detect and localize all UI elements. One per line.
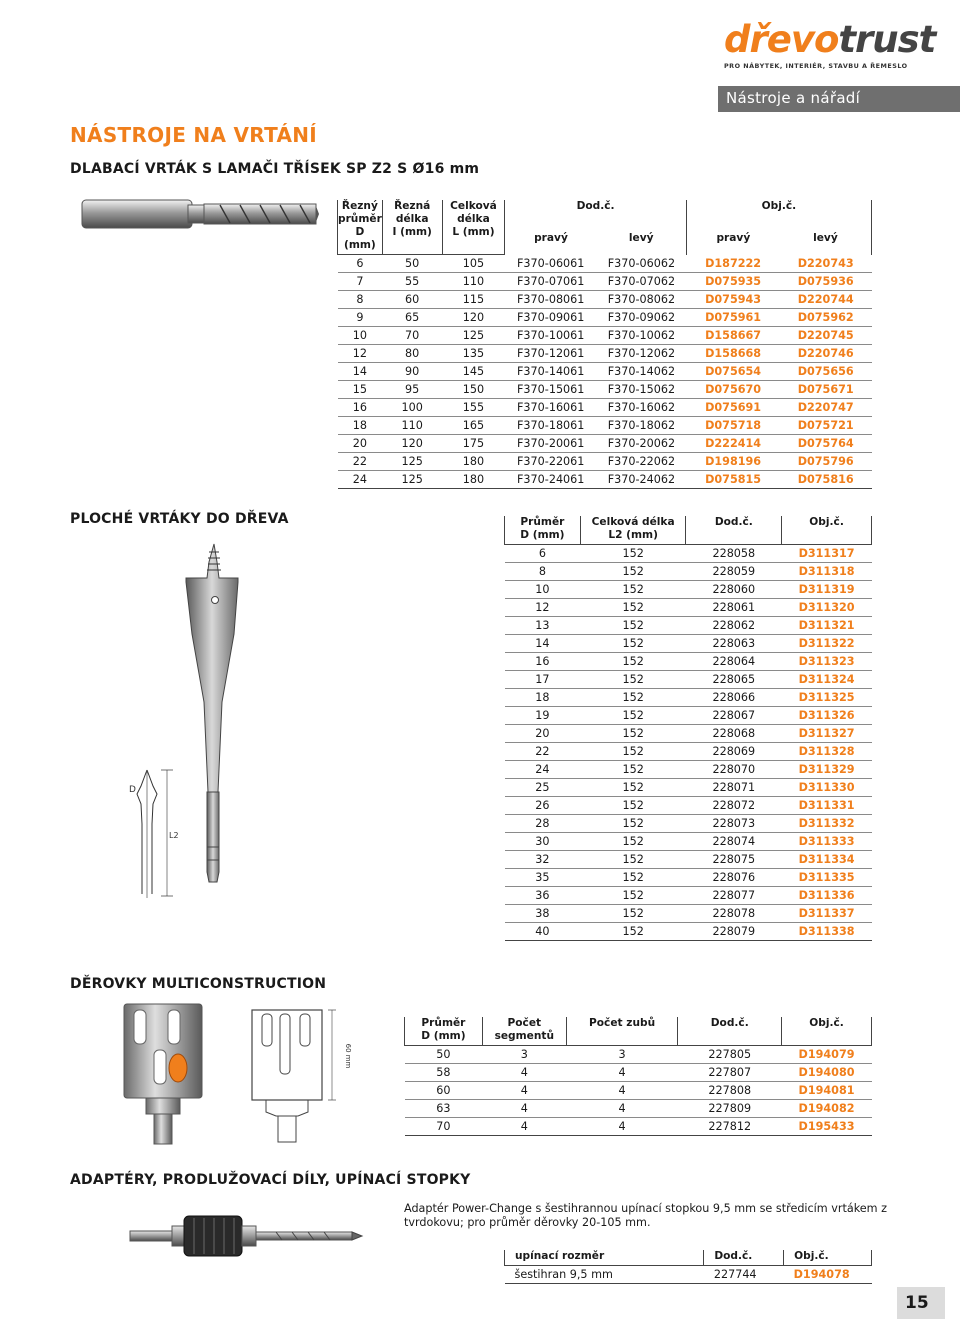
table-cell: 152 [580, 671, 686, 689]
table-cell: 16 [505, 653, 581, 671]
table-cell: 65 [382, 309, 442, 327]
table-row [405, 1118, 872, 1136]
table-cell: F370-09061 [505, 309, 597, 327]
table-cell: F370-06061 [505, 255, 597, 273]
table-cell: F370-10062 [597, 327, 687, 345]
table-cell: 4 [482, 1064, 566, 1082]
table-cell: 152 [580, 545, 686, 563]
table-cell: 228062 [686, 617, 782, 635]
table-cell: 227809 [678, 1100, 782, 1118]
table-cell: 152 [580, 581, 686, 599]
mortise-drill-rows [338, 255, 872, 489]
table-row [338, 363, 872, 381]
table-cell: D311333 [782, 833, 872, 851]
table-row [505, 815, 872, 833]
table-cell: D311320 [782, 599, 872, 617]
table-row [505, 833, 872, 851]
table-cell: 228077 [686, 887, 782, 905]
table-cell: 228064 [686, 653, 782, 671]
header-cut-diameter: Řezný průměr D (mm) [338, 200, 383, 255]
table-cell: 6 [505, 545, 581, 563]
table-cell: 58 [405, 1064, 483, 1082]
table-cell: F370-15062 [597, 381, 687, 399]
section-title-spade-bits: PLOCHÉ VRTÁKY DO DŘEVA [70, 511, 289, 527]
table-cell: D075670 [686, 381, 780, 399]
table-cell: 9 [338, 309, 383, 327]
table-cell: 228079 [686, 923, 782, 941]
section-title-adapters: ADAPTÉRY, PRODLUŽOVACÍ DÍLY, UPÍNACÍ STOPKY [70, 1172, 471, 1188]
table-cell: 17 [505, 671, 581, 689]
table-cell: 135 [442, 345, 505, 363]
table-cell: 24 [505, 761, 581, 779]
table-cell: 18 [505, 689, 581, 707]
table-cell: 70 [405, 1118, 483, 1136]
diagram-label-hole-depth: 60 mm [344, 1043, 352, 1069]
table-cell: 150 [442, 381, 505, 399]
table-cell: D220745 [780, 327, 872, 345]
table-cell: 115 [442, 291, 505, 309]
mortise-drill-image [80, 196, 320, 234]
table-cell: F370-07061 [505, 273, 597, 291]
table-cell: 228073 [686, 815, 782, 833]
table-cell: 30 [505, 833, 581, 851]
table-cell: D311324 [782, 671, 872, 689]
table-cell: šestihran 9,5 mm [505, 1266, 704, 1284]
table-cell: 60 [405, 1082, 483, 1100]
header-diameter: Průměr D (mm) [505, 516, 581, 545]
table-cell: D194078 [784, 1266, 872, 1284]
table-cell: 228076 [686, 869, 782, 887]
table-row [505, 725, 872, 743]
table-cell: D075935 [686, 273, 780, 291]
table-cell: D195433 [782, 1118, 872, 1136]
table-cell: D311318 [782, 563, 872, 581]
table-cell: 228071 [686, 779, 782, 797]
table-cell: D075671 [780, 381, 872, 399]
table-cell: 152 [580, 743, 686, 761]
table-cell: F370-18062 [597, 417, 687, 435]
table-row [338, 291, 872, 309]
table-cell: 125 [382, 471, 442, 489]
table-cell: D311335 [782, 869, 872, 887]
table-cell: 25 [505, 779, 581, 797]
table-cell: 24 [338, 471, 383, 489]
table-cell: 38 [505, 905, 581, 923]
table-cell: 152 [580, 869, 686, 887]
table-cell: 152 [580, 887, 686, 905]
table-cell: 3 [482, 1046, 566, 1064]
table-row [505, 887, 872, 905]
page-title: NÁSTROJE NA VRTÁNÍ [70, 123, 318, 147]
table-row [505, 797, 872, 815]
table-cell: D198196 [686, 453, 780, 471]
table-cell: D075943 [686, 291, 780, 309]
table-cell: D311317 [782, 545, 872, 563]
table-cell: F370-06062 [597, 255, 687, 273]
table-row [505, 743, 872, 761]
logo-tagline: PRO NÁBYTEK, INTERIÉR, STAVBU A ŘEMESLO [724, 62, 908, 70]
table-cell: 120 [382, 435, 442, 453]
table-cell: D220743 [780, 255, 872, 273]
table-cell: F370-14061 [505, 363, 597, 381]
table-row [505, 653, 872, 671]
table-cell: 6 [338, 255, 383, 273]
table-cell: 18 [338, 417, 383, 435]
header-order-no: Obj.č. [686, 200, 871, 225]
table-cell: 3 [566, 1046, 678, 1064]
table-cell: 228070 [686, 761, 782, 779]
header-supplier-no: Dod.č. [704, 1250, 784, 1266]
table-cell: F370-24062 [597, 471, 687, 489]
hole-saw-rows [405, 1046, 872, 1136]
table-cell: 40 [505, 923, 581, 941]
table-cell: D075721 [780, 417, 872, 435]
table-cell: 152 [580, 653, 686, 671]
table-cell: 19 [505, 707, 581, 725]
table-cell: 152 [580, 563, 686, 581]
table-cell: 20 [338, 435, 383, 453]
table-cell: 16 [338, 399, 383, 417]
table-cell: D311323 [782, 653, 872, 671]
spade-bit-diagram [125, 764, 180, 904]
table-cell: 228060 [686, 581, 782, 599]
table-cell: 14 [505, 635, 581, 653]
table-row [505, 563, 872, 581]
table-cell: D075718 [686, 417, 780, 435]
table-cell: 227744 [704, 1266, 784, 1284]
table-cell: 152 [580, 779, 686, 797]
table-cell: D075961 [686, 309, 780, 327]
section-title-hole-saws: DĚROVKY MULTICONSTRUCTION [70, 976, 327, 992]
header-supplier-no: Dod.č. [686, 516, 782, 545]
table-cell: D311334 [782, 851, 872, 869]
table-row [505, 761, 872, 779]
header-total-length: Celková délka L (mm) [442, 200, 505, 255]
table-cell: 15 [338, 381, 383, 399]
table-row [505, 635, 872, 653]
table-cell: 8 [338, 291, 383, 309]
table-cell: 152 [580, 923, 686, 941]
header-diameter: Průměr D (mm) [405, 1017, 483, 1046]
table-cell: 4 [482, 1118, 566, 1136]
table-cell: 228078 [686, 905, 782, 923]
table-cell: 80 [382, 345, 442, 363]
table-cell: 152 [580, 833, 686, 851]
adapter-image [116, 1204, 386, 1268]
table-cell: 228075 [686, 851, 782, 869]
header-left-dod: levý [628, 232, 654, 245]
table-cell: D311336 [782, 887, 872, 905]
table-cell: 227805 [678, 1046, 782, 1064]
table-cell: 228067 [686, 707, 782, 725]
table-cell: 35 [505, 869, 581, 887]
diagram-label-l2: L2 [169, 831, 179, 840]
table-cell: 10 [338, 327, 383, 345]
table-cell: D075936 [780, 273, 872, 291]
table-row [505, 851, 872, 869]
table-cell: 145 [442, 363, 505, 381]
table-cell: D075816 [780, 471, 872, 489]
table-row [505, 1266, 872, 1284]
adapter-rows [505, 1266, 872, 1284]
table-cell: F370-22062 [597, 453, 687, 471]
table-cell: 70 [382, 327, 442, 345]
table-cell: D075962 [780, 309, 872, 327]
spade-bit-rows [505, 545, 872, 941]
table-cell: D311322 [782, 635, 872, 653]
table-cell: 95 [382, 381, 442, 399]
table-cell: 228058 [686, 545, 782, 563]
table-cell: 4 [566, 1100, 678, 1118]
adapter-description: Adaptér Power-Change s šestihrannou upínací stopkou 9,5 mm se středicím vrtákem z tvrdokovu; pro průměr děrovky 20-105 mm. [404, 1202, 887, 1229]
table-cell: 60 [382, 291, 442, 309]
table-cell: D220746 [780, 345, 872, 363]
table-cell: 120 [442, 309, 505, 327]
table-row [338, 417, 872, 435]
table-row [338, 453, 872, 471]
table-cell: D311328 [782, 743, 872, 761]
table-cell: 4 [566, 1082, 678, 1100]
table-cell: F370-08062 [597, 291, 687, 309]
table-cell: D222414 [686, 435, 780, 453]
table-cell: 228068 [686, 725, 782, 743]
table-cell: 228072 [686, 797, 782, 815]
table-cell: F370-12061 [505, 345, 597, 363]
page-number: 15 [897, 1287, 945, 1319]
table-cell: 90 [382, 363, 442, 381]
table-cell: 20 [505, 725, 581, 743]
table-cell: F370-18061 [505, 417, 597, 435]
logo-wordmark: dřevotrust [724, 18, 936, 61]
table-cell: F370-08061 [505, 291, 597, 309]
table-cell: D075691 [686, 399, 780, 417]
header-left-obj: levý [780, 225, 872, 254]
table-cell: D194082 [782, 1100, 872, 1118]
table-cell: D311327 [782, 725, 872, 743]
table-cell: 13 [505, 617, 581, 635]
table-cell: 125 [442, 327, 505, 345]
hole-saw-table [404, 1017, 872, 1136]
table-cell: 8 [505, 563, 581, 581]
hole-saw-image [116, 1000, 386, 1146]
table-cell: D311330 [782, 779, 872, 797]
table-cell: 4 [482, 1082, 566, 1100]
table-cell: 180 [442, 453, 505, 471]
table-cell: 110 [442, 273, 505, 291]
table-cell: 22 [338, 453, 383, 471]
table-row [338, 273, 872, 291]
header-supplier-no: Dod.č. [505, 200, 686, 225]
table-cell: 152 [580, 815, 686, 833]
header-order-no: Obj.č. [782, 516, 872, 545]
table-cell: D075764 [780, 435, 872, 453]
table-cell: D194079 [782, 1046, 872, 1064]
table-row [405, 1064, 872, 1082]
table-cell: D158668 [686, 345, 780, 363]
table-row [405, 1082, 872, 1100]
table-cell: 55 [382, 273, 442, 291]
table-row [338, 435, 872, 453]
header-order-no: Obj.č. [784, 1250, 872, 1266]
table-cell: D158667 [686, 327, 780, 345]
header-mount-size: upínací rozměr [505, 1250, 704, 1266]
table-cell: 50 [405, 1046, 483, 1064]
table-cell: 12 [505, 599, 581, 617]
header-cut-length: Řezná délka I (mm) [382, 200, 442, 255]
table-cell: D311331 [782, 797, 872, 815]
table-cell: F370-16062 [597, 399, 687, 417]
table-cell: 125 [382, 453, 442, 471]
table-cell: 228069 [686, 743, 782, 761]
table-cell: 152 [580, 797, 686, 815]
table-cell: 105 [442, 255, 505, 273]
table-cell: D311329 [782, 761, 872, 779]
table-cell: 152 [580, 617, 686, 635]
table-cell: F370-12062 [597, 345, 687, 363]
table-row [505, 905, 872, 923]
table-cell: D194080 [782, 1064, 872, 1082]
table-cell: 152 [580, 689, 686, 707]
table-cell: 32 [505, 851, 581, 869]
table-cell: 152 [580, 725, 686, 743]
header-teeth: Počet zubů [566, 1017, 678, 1046]
table-cell: 180 [442, 471, 505, 489]
table-cell: 26 [505, 797, 581, 815]
table-cell: 228063 [686, 635, 782, 653]
table-cell: D220744 [780, 291, 872, 309]
table-cell: 152 [580, 851, 686, 869]
table-cell: 228074 [686, 833, 782, 851]
table-cell: 14 [338, 363, 383, 381]
spade-bit-table [504, 516, 872, 941]
spade-bit-image [178, 542, 248, 902]
table-cell: D311337 [782, 905, 872, 923]
table-cell: 152 [580, 599, 686, 617]
table-row [338, 471, 872, 489]
table-row [505, 671, 872, 689]
section-label-bar: Nástroje a nářadí [718, 86, 960, 112]
table-cell: 155 [442, 399, 505, 417]
table-row [505, 599, 872, 617]
mortise-drill-table [337, 200, 872, 489]
brand-logo [724, 20, 944, 80]
diagram-label-d: D [129, 785, 136, 795]
table-cell: 175 [442, 435, 505, 453]
table-cell: D311319 [782, 581, 872, 599]
table-cell: 4 [482, 1100, 566, 1118]
table-cell: D194081 [782, 1082, 872, 1100]
table-row [338, 327, 872, 345]
table-row [505, 689, 872, 707]
table-cell: F370-16061 [505, 399, 597, 417]
table-cell: D075654 [686, 363, 780, 381]
table-cell: F370-07062 [597, 273, 687, 291]
table-cell: 7 [338, 273, 383, 291]
table-row [505, 923, 872, 941]
header-supplier-no: Dod.č. [678, 1017, 782, 1046]
table-cell: 36 [505, 887, 581, 905]
table-cell: 110 [382, 417, 442, 435]
table-row [338, 309, 872, 327]
table-cell: 12 [338, 345, 383, 363]
table-cell: D187222 [686, 255, 780, 273]
table-row [405, 1100, 872, 1118]
table-cell: D075656 [780, 363, 872, 381]
table-cell: F370-09062 [597, 309, 687, 327]
table-cell: F370-22061 [505, 453, 597, 471]
table-cell: 4 [566, 1118, 678, 1136]
table-cell: 165 [442, 417, 505, 435]
table-row [338, 255, 872, 273]
table-cell: 10 [505, 581, 581, 599]
table-cell: 152 [580, 707, 686, 725]
table-row [338, 381, 872, 399]
table-row [505, 707, 872, 725]
table-row [338, 399, 872, 417]
table-cell: F370-14062 [597, 363, 687, 381]
table-cell: F370-24061 [505, 471, 597, 489]
table-cell: D311338 [782, 923, 872, 941]
table-cell: 4 [566, 1064, 678, 1082]
table-cell: F370-20062 [597, 435, 687, 453]
table-cell: D075815 [686, 471, 780, 489]
table-cell: 228065 [686, 671, 782, 689]
table-cell: D311321 [782, 617, 872, 635]
table-row [505, 779, 872, 797]
table-cell: 228061 [686, 599, 782, 617]
table-cell: 63 [405, 1100, 483, 1118]
table-cell: 228066 [686, 689, 782, 707]
table-cell: 28 [505, 815, 581, 833]
table-cell: 22 [505, 743, 581, 761]
table-cell: 152 [580, 761, 686, 779]
table-cell: D075796 [780, 453, 872, 471]
table-cell: 152 [580, 635, 686, 653]
table-row [505, 869, 872, 887]
table-cell: D311326 [782, 707, 872, 725]
table-cell: 100 [382, 399, 442, 417]
table-row [505, 581, 872, 599]
table-row [505, 545, 872, 563]
table-cell: F370-10061 [505, 327, 597, 345]
table-row [338, 345, 872, 363]
table-row [505, 617, 872, 635]
table-cell: F370-20061 [505, 435, 597, 453]
table-cell: 227812 [678, 1118, 782, 1136]
header-right-dod: pravý [505, 225, 597, 254]
table-cell: 227807 [678, 1064, 782, 1082]
header-total-length: Celková délka L2 (mm) [580, 516, 686, 545]
header-segments: Počet segmentů [482, 1017, 566, 1046]
table-cell: F370-15061 [505, 381, 597, 399]
table-cell: D220747 [780, 399, 872, 417]
table-cell: D311325 [782, 689, 872, 707]
table-cell: 50 [382, 255, 442, 273]
adapter-table [504, 1250, 872, 1284]
header-order-no: Obj.č. [782, 1017, 872, 1046]
table-cell: 152 [580, 905, 686, 923]
table-cell: D311332 [782, 815, 872, 833]
table-cell: 227808 [678, 1082, 782, 1100]
table-row [405, 1046, 872, 1064]
section-title-mortise-drill: DLABACÍ VRTÁK S LAMAČI TŘÍSEK SP Z2 S Ø16 mm [70, 161, 480, 177]
table-cell: 228059 [686, 563, 782, 581]
header-right-obj: pravý [686, 225, 780, 254]
